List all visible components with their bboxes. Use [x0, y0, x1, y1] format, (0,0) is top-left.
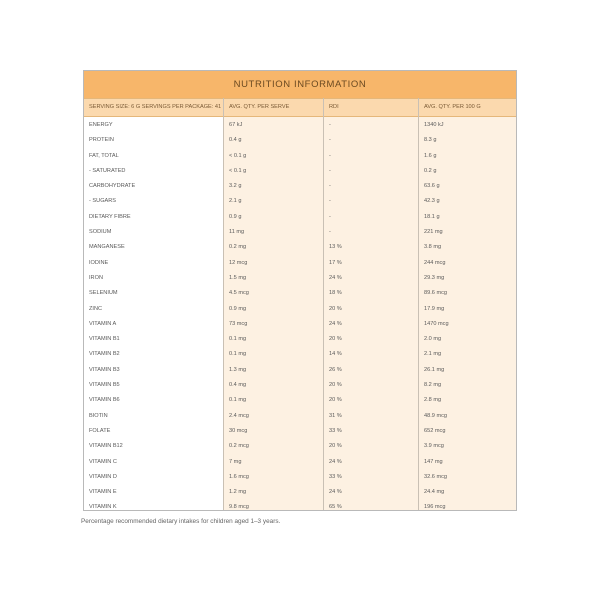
table-row [84, 195, 516, 210]
rdi-value: - [329, 198, 331, 205]
per-serve-value: 7 mg [229, 458, 242, 465]
table-row [84, 211, 516, 226]
nutrient-name: VITAMIN B12 [89, 443, 123, 450]
rdi-value: - [329, 152, 331, 159]
table-row [84, 241, 516, 256]
nutrient-name: VITAMIN B1 [89, 336, 120, 343]
per-serve-value: 0.1 mg [229, 336, 247, 343]
table-row [84, 364, 516, 379]
header-per-serve: AVG. QTY. PER SERVE [229, 104, 290, 110]
table-header-row [84, 98, 516, 117]
per-100g-value: 3.8 mg [424, 244, 442, 251]
per-serve-value: 4.5 mcg [229, 290, 249, 297]
rdi-value: 20 % [329, 382, 342, 389]
per-100g-value: 1340 kJ [424, 122, 444, 128]
per-serve-value: 1.5 mg [229, 274, 247, 281]
per-serve-value: 12 mcg [229, 259, 248, 266]
per-100g-value: 17.9 mg [424, 305, 445, 312]
nutrient-name: ZINC [89, 305, 103, 312]
table-title [84, 71, 516, 98]
table-row [84, 134, 516, 149]
nutrient-name: DIETARY FIBRE [89, 213, 131, 220]
per-serve-value: 0.2 mg [229, 244, 247, 251]
nutrient-name: ENERGY [89, 122, 113, 128]
per-100g-value: 8.2 mg [424, 382, 442, 389]
per-100g-value: 196 mcg [424, 504, 446, 511]
per-serve-value: 0.9 mg [229, 305, 247, 312]
per-100g-value: 1470 mcg [424, 320, 449, 327]
table-row [84, 150, 516, 165]
per-100g-value: 26.1 mg [424, 366, 445, 373]
table-row [84, 119, 516, 134]
per-100g-value: 652 mcg [424, 427, 446, 434]
per-100g-value: 2.8 mg [424, 397, 442, 404]
per-100g-value: 2.1 mg [424, 351, 442, 358]
per-serve-value: 67 kJ [229, 122, 243, 128]
per-serve-value: 11 mg [229, 229, 245, 236]
table-row [84, 425, 516, 440]
table-row [84, 180, 516, 195]
per-serve-value: 0.2 mcg [229, 443, 249, 450]
rdi-value: 20 % [329, 443, 342, 450]
nutrient-name: VITAMIN B5 [89, 382, 120, 389]
per-serve-value: < 0.1 g [229, 152, 247, 159]
nutrient-name: VITAMIN D [89, 473, 117, 480]
nutrient-name: PROTEIN [89, 137, 114, 144]
rdi-value: 31 % [329, 412, 342, 419]
per-serve-value: 2.1 g [229, 198, 242, 205]
per-100g-value: 1.6 g [424, 152, 437, 159]
header-rdi: RDI [329, 104, 339, 110]
per-100g-value: 32.6 mcg [424, 473, 448, 480]
table-row [84, 318, 516, 333]
nutrient-name: VITAMIN E [89, 489, 117, 496]
rdi-value: 24 % [329, 458, 342, 465]
rdi-value: 24 % [329, 489, 342, 496]
nutrient-name: IRON [89, 274, 103, 281]
nutrient-name: SELENIUM [89, 290, 118, 297]
per-100g-value: 89.6 mcg [424, 290, 448, 297]
header-serving-info: SERVING SIZE: 6 G SERVINGS PER PACKAGE: 41 [89, 104, 222, 110]
per-serve-value: 1.3 mg [229, 366, 247, 373]
per-serve-value: < 0.1 g [229, 167, 247, 174]
table-row [84, 471, 516, 486]
nutrient-name: VITAMIN C [89, 458, 117, 465]
per-serve-value: 9.8 mcg [229, 504, 249, 511]
rdi-value: - [329, 183, 331, 190]
nutrient-name: MANGANESE [89, 244, 125, 251]
rdi-value: 13 % [329, 244, 342, 251]
table-row [84, 379, 516, 394]
per-100g-value: 244 mcg [424, 259, 446, 266]
rdi-value: 14 % [329, 351, 342, 358]
nutrition-table [83, 70, 517, 511]
per-100g-value: 63.6 g [424, 183, 440, 190]
nutrient-name: FOLATE [89, 427, 111, 434]
nutrient-name: VITAMIN B3 [89, 366, 120, 373]
per-serve-value: 73 mcg [229, 320, 248, 327]
rdi-value: 20 % [329, 336, 342, 343]
header-per-100g: AVG. QTY. PER 100 G [424, 104, 481, 110]
per-serve-value: 0.1 mg [229, 351, 247, 358]
nutrient-name: IODINE [89, 259, 109, 266]
rdi-value: 17 % [329, 259, 342, 266]
nutrient-name: VITAMIN A [89, 320, 117, 327]
rdi-value: 20 % [329, 397, 342, 404]
per-serve-value: 1.6 mcg [229, 473, 249, 480]
rdi-value: 65 % [329, 504, 342, 511]
rdi-value: 33 % [329, 473, 342, 480]
per-serve-value: 3.2 g [229, 183, 242, 190]
nutrient-name: BIOTIN [89, 412, 108, 419]
per-100g-value: 2.0 mg [424, 336, 442, 343]
nutrient-name: SODIUM [89, 229, 112, 236]
table-row [84, 486, 516, 501]
rdi-value: - [329, 213, 331, 220]
per-100g-value: 221 mg [424, 229, 443, 236]
per-100g-value: 24.4 mg [424, 489, 445, 496]
table-body [84, 119, 516, 517]
nutrient-name: VITAMIN B6 [89, 397, 120, 404]
per-serve-value: 0.9 g [229, 213, 242, 220]
table-row [84, 333, 516, 348]
rdi-value: 24 % [329, 320, 342, 327]
per-serve-value: 2.4 mcg [229, 412, 249, 419]
nutrient-name: FAT, TOTAL [89, 152, 119, 159]
per-100g-value: 147 mg [424, 458, 443, 465]
table-row [84, 410, 516, 425]
footnote: Percentage recommended dietary intakes for children aged 1–3 years. [81, 518, 281, 525]
rdi-value: - [329, 137, 331, 144]
table-row [84, 394, 516, 409]
per-100g-value: 8.3 g [424, 137, 437, 144]
rdi-value: 18 % [329, 290, 342, 297]
nutrient-name: VITAMIN B2 [89, 351, 120, 358]
per-100g-value: 42.3 g [424, 198, 440, 205]
per-100g-value: 3.9 mcg [424, 443, 444, 450]
table-row [84, 348, 516, 363]
nutrient-name: - SATURATED [89, 167, 126, 174]
nutrient-name: VITAMIN K [89, 504, 117, 511]
per-serve-value: 0.4 g [229, 137, 242, 144]
per-serve-value: 30 mcg [229, 427, 248, 434]
rdi-value: 26 % [329, 366, 342, 373]
table-row [84, 456, 516, 471]
table-row [84, 501, 516, 516]
nutrient-name: - SUGARS [89, 198, 117, 205]
per-serve-value: 1.2 mg [229, 489, 247, 496]
table-row [84, 303, 516, 318]
rdi-value: 33 % [329, 427, 342, 434]
per-100g-value: 18.1 g [424, 213, 440, 220]
nutrient-name: CARBOHYDRATE [89, 183, 136, 190]
table-row [84, 226, 516, 241]
per-serve-value: 0.4 mg [229, 382, 247, 389]
rdi-value: - [329, 167, 331, 174]
table-row [84, 440, 516, 455]
rdi-value: - [329, 122, 331, 128]
table-row [84, 257, 516, 272]
table-title-text: NUTRITION INFORMATION [233, 79, 367, 90]
per-100g-value: 48.9 mcg [424, 412, 448, 419]
per-100g-value: 29.3 mg [424, 274, 445, 281]
rdi-value: 20 % [329, 305, 342, 312]
table-row [84, 272, 516, 287]
per-100g-value: 0.2 g [424, 167, 437, 174]
rdi-value: - [329, 229, 331, 236]
table-row [84, 165, 516, 180]
rdi-value: 24 % [329, 274, 342, 281]
per-serve-value: 0.1 mg [229, 397, 247, 404]
table-row [84, 287, 516, 302]
